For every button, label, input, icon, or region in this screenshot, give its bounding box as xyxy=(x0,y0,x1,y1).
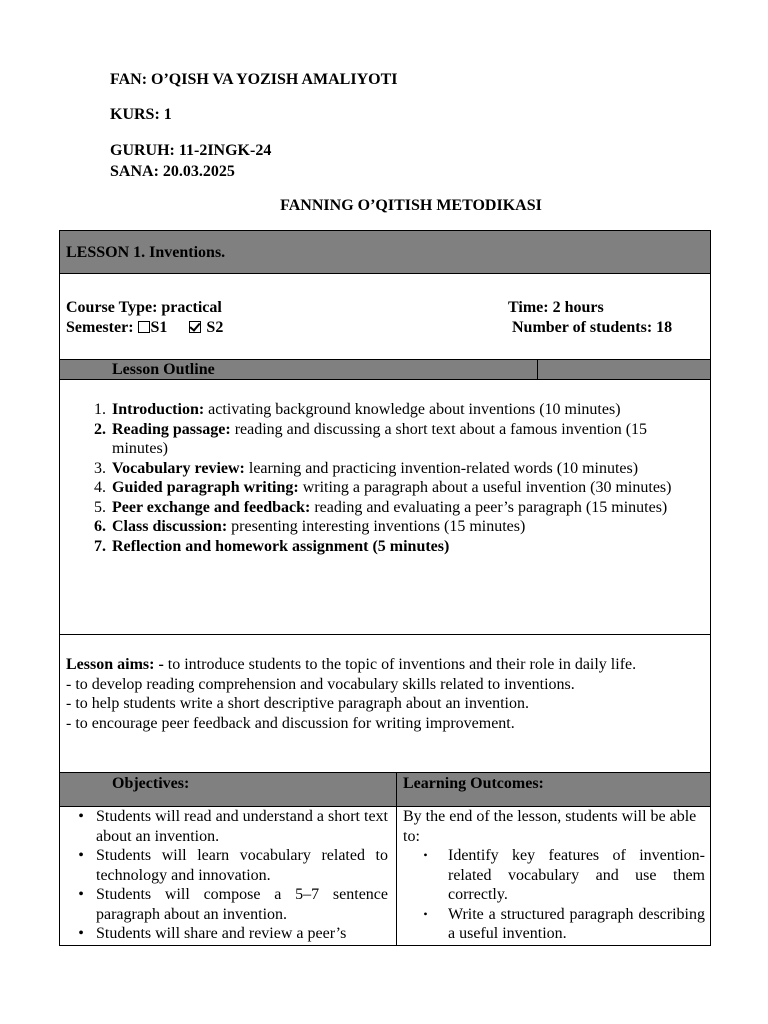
objectives-heading-row xyxy=(60,773,710,807)
students-count: Number of students: 18 xyxy=(512,319,673,336)
list-item: 4. Guided paragraph writing: writing a paragraph about a useful invention (30 minutes) xyxy=(94,479,672,496)
outline-row xyxy=(60,380,710,635)
list-item: • Students will read and understand a short text about an invention. xyxy=(66,807,388,846)
objectives-heading: Objectives: xyxy=(112,775,190,792)
outline-cell-divider xyxy=(537,360,538,380)
course-info-row xyxy=(60,274,710,360)
list-item: 3. Vocabulary review: learning and practicing invention-related words (10 minutes) xyxy=(94,459,639,477)
objectives-list xyxy=(66,807,388,944)
list-item: • Students will share and review a peer’s xyxy=(66,924,388,944)
list-item: • Identify key features of invention-related vocabulary and use them correctly. xyxy=(403,846,705,905)
aims-line: - to develop reading comprehension and vocabulary skills related to inventions. xyxy=(66,675,575,693)
list-item: • Write a structured paragraph describing a useful invention. xyxy=(403,905,705,944)
lesson-title: LESSON 1. Inventions. xyxy=(66,244,226,261)
bullet-icon: • xyxy=(423,848,428,862)
date-line: SANA: 20.03.2025 xyxy=(110,163,235,180)
list-item: • Students will compose a 5–7 sentence paragraph about an invention. xyxy=(66,885,388,924)
lesson-table xyxy=(59,230,711,946)
aims-row xyxy=(60,635,710,773)
outline-heading-row xyxy=(60,360,710,380)
outline-heading: Lesson Outline xyxy=(112,361,215,378)
group-line: GURUH: 11-2INGK-24 xyxy=(110,142,272,159)
list-item: 1. Introduction: activating background knowledge about inventions (10 minutes) xyxy=(94,401,621,418)
course-type: Course Type: practical xyxy=(66,299,222,316)
outline-list xyxy=(60,400,710,556)
list-item: 6. Class discussion: presenting interesting inventions (15 minutes) xyxy=(94,518,526,535)
list-item: • Students will learn vocabulary related to technology and innovation. xyxy=(66,846,388,885)
course-line: KURS: 1 xyxy=(110,106,172,123)
time-info: Time: 2 hours xyxy=(508,299,604,316)
semester-s1-label: S1 xyxy=(150,319,168,336)
objectives-body-divider xyxy=(396,807,397,945)
bullet-icon: • xyxy=(78,886,84,903)
outcomes-intro: By the end of the lesson, students will be able to: xyxy=(403,808,697,845)
outcomes-heading: Learning Outcomes: xyxy=(403,775,544,792)
outcomes-block xyxy=(403,807,705,944)
objectives-row xyxy=(60,807,710,945)
subject-line: FAN: O’QISH VA YOZISH AMALIYOTI xyxy=(110,71,398,88)
document-title: FANNING O’QITISH METODIKASI xyxy=(280,197,542,214)
checkbox-s1-icon xyxy=(138,321,150,333)
semester-info xyxy=(66,318,223,338)
aims-line: - to help students write a short descriptive paragraph about an invention. xyxy=(66,695,529,712)
bullet-icon: • xyxy=(78,847,84,864)
aims-first-line: Lesson aims: - to introduce students to the topic of inventions and their role in daily life. xyxy=(66,656,637,673)
semester-label: Semester: xyxy=(66,319,134,336)
list-item: 2. Reading passage: reading and discussing a short text about a famous invention (15 minutes) xyxy=(94,420,648,457)
aims-line: - to encourage peer feedback and discussion for writing improvement. xyxy=(66,714,515,732)
bullet-icon: • xyxy=(78,808,84,825)
lesson-title-row xyxy=(60,231,710,274)
bullet-icon: • xyxy=(78,925,84,942)
semester-s2-label: S2 xyxy=(206,319,224,336)
list-item: 7. Reflection and homework assignment (5 minutes) xyxy=(94,537,450,555)
bullet-icon: • xyxy=(423,906,428,921)
objectives-cell-divider xyxy=(396,773,397,807)
list-item: 5. Peer exchange and feedback: reading and evaluating a peer’s paragraph (15 minutes) xyxy=(94,498,668,516)
checkbox-s2-checked-icon xyxy=(189,321,201,333)
